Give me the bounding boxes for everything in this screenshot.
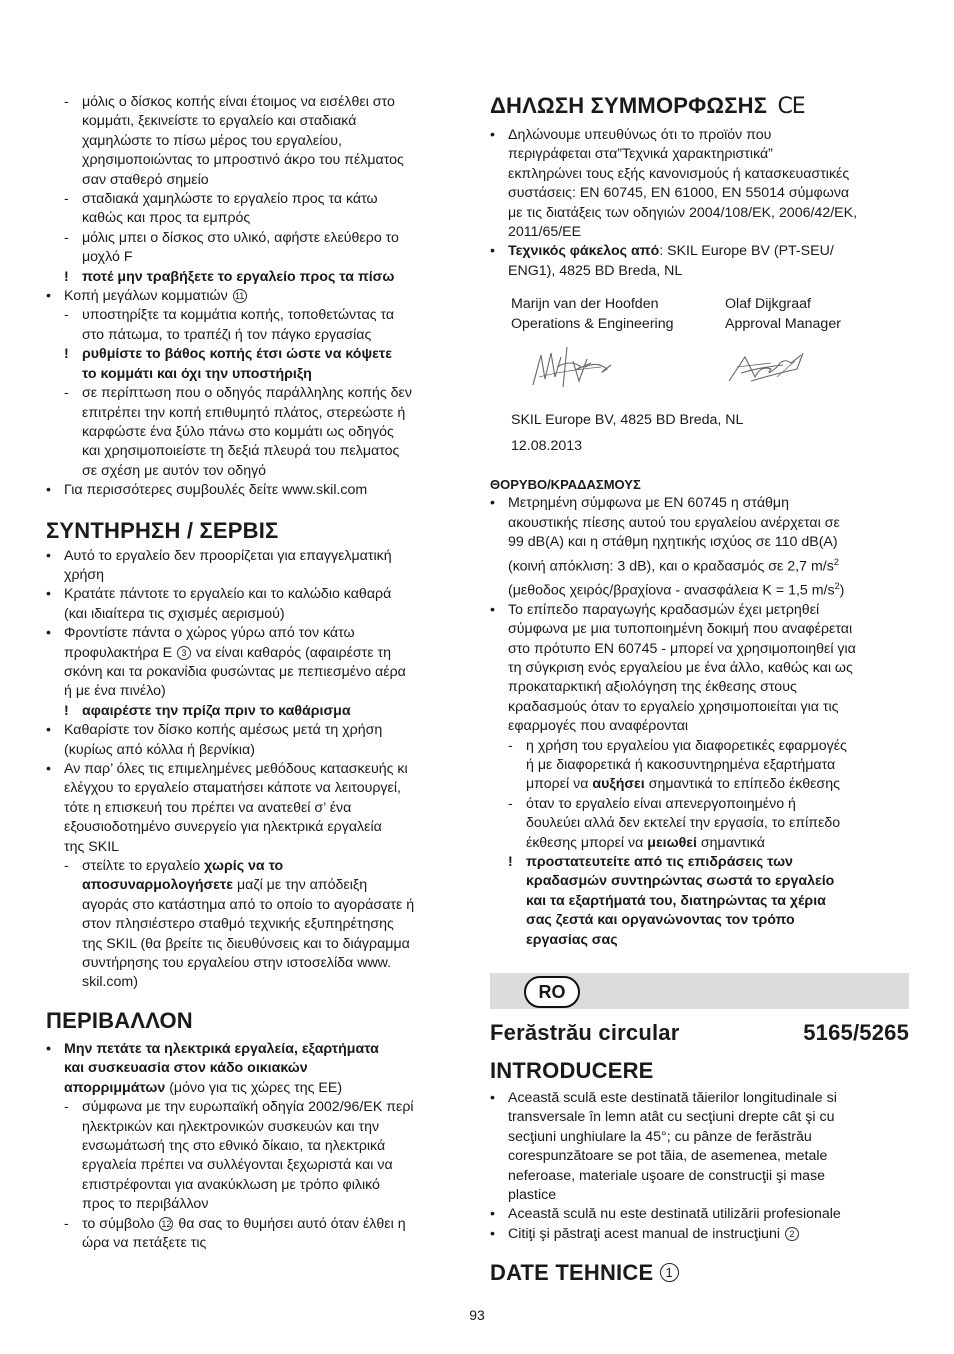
list-item	[46, 93, 466, 112]
list-item-continuation	[490, 165, 910, 184]
line-text: ή με διαφορετικά ή κακοσυντηρημένα εξαρτήματα	[526, 757, 836, 774]
product-model: 5165/5265	[803, 1020, 909, 1045]
page-number: 93	[469, 1307, 485, 1323]
line-text: (και ιδιαίτερα τις σχισμές αερισμού)	[64, 605, 285, 622]
line-text-continued: θα σας το θυμήσει αυτό όταν έλθει η	[174, 1215, 406, 1232]
list-item	[46, 1040, 466, 1059]
emphasis-text: χωρίς να το	[204, 858, 284, 875]
list-item-continuation	[46, 663, 466, 682]
line-text: μόλις μπει ο δίσκος στο υλικό, αφήστε ελεύθερο το	[82, 229, 399, 246]
noise-list	[490, 494, 910, 950]
line-text: της SKIL	[64, 838, 120, 855]
environment-heading: ΠΕΡΙΒΑΛΛΟΝ	[46, 1007, 193, 1033]
list-item-continuation	[490, 814, 910, 833]
list-item	[46, 721, 466, 740]
line-text: neferoase, materiale uşoare de construcţii şi mase	[508, 1167, 826, 1184]
list-item-continuation	[490, 1167, 909, 1186]
line-text: αγοράς στο κατάστημα από το οποίο το αγοράσατε ή	[82, 896, 415, 913]
line-text: (μεθοδος χειρός/βραχίονα - ανασφάλεια K = 1,5 m/s	[508, 582, 835, 599]
emphasis-text: μειωθεί	[647, 834, 697, 851]
line-text: secţiuni unghiulare la 45°; cu pânze de ferăstrău	[508, 1128, 812, 1145]
line-text: Citiţi şi păstraţi acest manual de instrucţiuni	[508, 1225, 784, 1242]
line-text: στον πλησιέστερο σταθμό τεχνικής εξυπηρέτησης	[82, 916, 394, 933]
warning-mark: !	[508, 854, 513, 871]
list-item-continuation	[46, 876, 466, 895]
superscript: 2	[833, 556, 839, 567]
line-text: συντήρησης του εργαλείου στην ιστοσελίδα www.	[82, 955, 392, 972]
list-item-continuation	[490, 1186, 909, 1205]
list-item-continuation	[490, 892, 910, 911]
line-text: Δηλώνουμε υπευθύνως ότι το προϊόν που	[508, 127, 772, 143]
list-item-continuation	[46, 838, 466, 857]
line-text: το κομμάτι και όχι την υποστήριξη	[82, 365, 312, 382]
figure-ref-icon: 11	[233, 289, 247, 303]
line-text: στο πάτωμα, το τραπέζι ή τον πάγκο εργασίας	[82, 326, 372, 343]
list-item-continuation	[490, 204, 910, 223]
line-text: Το επίπεδο παραγωγής κραδασμών έχει μετρηθεί	[508, 601, 820, 618]
dash-marker: -	[508, 737, 513, 754]
list-item	[46, 585, 466, 604]
line-text: εκπληρώνει τους εξής κανονισμούς ή κατασκευαστικές	[508, 165, 850, 182]
line-text-continued: σημαντικά το επίπεδο έκθεσης	[644, 776, 840, 793]
service-list	[46, 547, 466, 993]
list-item-continuation	[46, 209, 466, 228]
line-text: καθώς και προς τα εμπρός	[82, 210, 251, 227]
line-text: της SKIL (θα βρείτε τις διευθύνσεις και το διάγραμμα	[82, 935, 410, 952]
list-item-continuation	[490, 775, 910, 794]
list-item-continuation	[490, 698, 910, 717]
list-item	[46, 306, 466, 325]
list-item	[46, 857, 466, 876]
emphasis-text: αποσυναρμολογήσετε	[82, 877, 233, 894]
line-text: σταδιακά χαμηλώστε το εργαλείο προς τα κάτω	[82, 191, 378, 208]
list-item-continuation	[46, 779, 466, 798]
dash-marker: -	[508, 795, 513, 812]
list-item-continuation	[490, 577, 910, 601]
line-text: και χρησιμοποιείστε τη δεξιά πλευρά του πελματος	[82, 443, 400, 460]
line-text: χρησιμοποιώντας το μπροστινό άκρο του πέλματος	[82, 152, 404, 169]
list-item-continuation	[46, 799, 466, 818]
dash-marker: -	[64, 191, 69, 208]
list-item-continuation	[46, 973, 466, 992]
line-text: ενσωμάτωσή της στο εθνικό δίκαιο, τα ηλεκτρικά	[82, 1137, 386, 1154]
line-text: επιτρέπει την κοπή επιθυμητό πλάτος, στερεώστε ή	[82, 404, 406, 421]
dash-marker: -	[64, 307, 69, 324]
line-text: ENG1), 4825 BD Breda, NL	[508, 262, 683, 279]
line-text: transversale în lemn atât cu secţiuni drepte cât şi cu	[508, 1109, 835, 1126]
line-text: στείλτε το εργαλείο	[82, 858, 205, 875]
line-text: ποτέ μην τραβήξετε το εργαλείο προς τα πίσω	[82, 268, 395, 285]
line-text: Această sculă nu este destinată utilizării profesionale	[508, 1206, 841, 1223]
line-text-continued: )	[839, 582, 845, 599]
list-item-continuation	[46, 915, 466, 934]
list-item-continuation	[490, 262, 910, 281]
list-item-continuation	[46, 1195, 466, 1214]
declaration-heading	[490, 93, 910, 120]
declaration-date: 12.08.2013	[511, 438, 583, 455]
bullet-icon: •	[46, 586, 51, 603]
line-text: Για περισσότερες συμβουλές δείτε www.skil.com	[64, 482, 368, 499]
line-text: σας ζεστά και οργανώνοντας τον τρόπο	[526, 912, 795, 929]
emphasis-text: Τεχνικός φάκελος από	[508, 243, 660, 260]
list-item-continuation	[46, 1137, 466, 1156]
bullet-icon: •	[490, 243, 495, 260]
list-item-continuation	[46, 1176, 466, 1195]
list-item-continuation	[46, 605, 466, 624]
list-item-continuation	[490, 184, 910, 203]
list-item-continuation	[46, 896, 466, 915]
line-text: Μην πετάτε τα ηλεκτρικά εργαλεία, εξαρτήματα	[64, 1040, 379, 1057]
left-column	[46, 93, 466, 1253]
line-text: Καθαρίστε τον δίσκο κοπής αμέσως μετά τη χρήση	[64, 722, 383, 739]
line-text: (κοινή απόκλιση: 3 dB), και ο κραδασμός σε 2,7 m/s	[508, 558, 834, 575]
list-item	[46, 345, 466, 364]
line-text: υποστηρίξτε τα κομμάτια κοπής, τοποθετώντας τα	[82, 307, 395, 324]
language-section-bar	[490, 973, 909, 1009]
list-item-continuation	[490, 678, 910, 697]
signature-2-image	[711, 337, 911, 399]
declaration-title: ΔΗΛΩΣΗ ΣΥΜΜΟΡΦΩΣΗΣ	[490, 93, 768, 118]
line-text-continued: : SKIL Europe BV (PT-SEU/	[659, 243, 834, 260]
line-text: (κυρίως από κόλλα ή βερνίκια)	[64, 741, 255, 758]
line-text: Această sculă este destinată tăierilor longitudinale si	[508, 1090, 837, 1106]
line-text: σύμφωνα με την ευρωπαϊκή οδηγία 2002/96/ΕΚ περί	[82, 1099, 414, 1116]
list-item-continuation	[490, 640, 910, 659]
dash-marker: -	[64, 1215, 69, 1232]
line-text: συστάσεις: EN 60745, EN 61000, EN 55014 σύμφωνα	[508, 185, 850, 202]
list-item	[490, 1225, 909, 1244]
line-text: κραδασμούς όταν το εργαλείο χρησιμοποιείται για τις	[508, 698, 839, 715]
line-text: καρφώστε ένα ξύλο πάνω στο κομμάτι ως οδηγός	[82, 423, 394, 440]
list-item-continuation	[490, 717, 910, 736]
line-text: Μετρημένη σύμφωνα με EN 60745 η στάθμη	[508, 495, 789, 512]
bullet-icon: •	[46, 547, 51, 564]
line-text-continued: μαζί με την απόδειξη	[233, 877, 368, 894]
list-item-continuation	[490, 659, 910, 678]
bullet-icon: •	[490, 1225, 495, 1242]
bullet-icon: •	[46, 722, 51, 739]
list-item-continuation	[46, 566, 466, 585]
product-title: Ferăstrău circular	[490, 1020, 680, 1045]
line-text: σε σχέση με αυτόν τον οδηγό	[82, 462, 267, 479]
introduction-heading: INTRODUCERE	[490, 1058, 654, 1083]
list-item-continuation	[46, 248, 466, 267]
list-item-continuation	[490, 756, 910, 775]
list-item-continuation	[46, 326, 466, 345]
line-text: χρήση	[64, 566, 105, 583]
list-item-continuation	[46, 954, 466, 973]
line-text: corespunzătoare se pot tăia, de asemenea, metale	[508, 1148, 828, 1165]
list-item	[490, 1205, 909, 1224]
dash-marker: -	[64, 1099, 69, 1116]
line-text-continued: να είναι καθαρός (αφαιρέστε τη	[192, 644, 392, 661]
list-item	[46, 702, 466, 721]
list-item	[46, 547, 466, 566]
list-item	[46, 190, 466, 209]
line-text: 99 dB(A) και η στάθμη ηχητικής ισχύος σε 110 dB(A)	[508, 534, 838, 551]
line-text: εξουσιοδοτημένο συνεργείο για ηλεκτρικά εργαλεία	[64, 819, 382, 836]
list-item-continuation	[46, 1118, 466, 1137]
line-text: ηλεκτρικών και ηλεκτρονικών συσκευών και την	[82, 1118, 380, 1135]
line-text: κραδασμών συντηρώντας σωστά το εργαλείο	[526, 873, 835, 890]
line-text: Αν παρ’ όλες τις επιμελημένες μεθόδους κατασκευής κι	[64, 761, 408, 777]
list-item-continuation	[46, 442, 466, 461]
line-text: η χρήση του εργαλείου για διαφορετικές εφαρμογές	[526, 737, 847, 754]
line-text: προκαταρκτική αξιολόγηση της έκθεσης στους	[508, 679, 797, 696]
line-text: μπορεί να	[526, 776, 593, 793]
right-column	[490, 93, 910, 950]
line-text: τη σύγκριση ενός εργαλείου με ένα άλλο, καθώς και ως	[508, 660, 853, 676]
signature-block	[490, 295, 910, 457]
bullet-icon: •	[46, 761, 51, 777]
bullet-icon: •	[46, 288, 51, 305]
list-item-continuation	[46, 132, 466, 151]
list-item-continuation	[46, 1079, 466, 1098]
line-text: ακουστικής πίεσης αυτού του εργαλείου ανέρχεται σε	[508, 514, 840, 531]
list-item-continuation	[490, 620, 910, 639]
line-text: skil.com)	[82, 974, 138, 991]
line-text: ή με ένα πινέλο)	[64, 683, 166, 700]
signatory-1-role: Operations & Engineering	[511, 315, 674, 332]
signatory-1-name: Marijn van der Hoofden	[511, 296, 659, 313]
bullet-icon: •	[490, 1090, 495, 1106]
list-item	[46, 624, 466, 643]
list-item	[46, 481, 466, 500]
dash-marker: -	[64, 94, 69, 110]
list-item-continuation	[46, 404, 466, 423]
line-text: περιγράφεται στα”Τεχνικά χαρακτηριστικά”	[508, 146, 773, 163]
list-item-continuation	[46, 1156, 466, 1175]
list-item-continuation	[490, 553, 910, 577]
list-item-continuation	[46, 462, 466, 481]
line-text: προφυλακτήρα E	[64, 644, 173, 661]
emphasis-text: απορριμμάτων	[64, 1079, 166, 1096]
environment-list	[46, 1040, 466, 1253]
warning-mark: !	[64, 346, 69, 363]
line-text-continued: (μόνο για τις χώρες της ΕΕ)	[165, 1079, 343, 1096]
line-text: όταν το εργαλείο είναι απενεργοποιημένο ή	[526, 795, 796, 812]
bullet-icon: •	[490, 1206, 495, 1223]
signatory-2-name: Olaf Dijkgraaf	[725, 296, 811, 313]
list-item-continuation	[46, 151, 466, 170]
product-title-row	[490, 1020, 909, 1046]
list-item	[46, 1215, 466, 1234]
noise-heading: ΘΟΡΥΒΟ/ΚΡΑΔΑΣΜΟΥΣ	[490, 476, 641, 492]
warning-mark: !	[64, 268, 69, 285]
line-text: χαμηλώστε το πίσω μέρος του εργαλείου,	[82, 132, 342, 149]
figure-ref-icon: 2	[785, 1227, 799, 1241]
list-item	[46, 384, 466, 403]
list-item-continuation	[490, 223, 910, 242]
list-item-continuation	[46, 935, 466, 954]
list-item-continuation	[490, 533, 910, 552]
service-heading: ΣΥΝΤΗΡΗΣΗ / ΣΕΡΒΙΣ	[46, 517, 279, 543]
line-text: έκθεσης μπορεί να	[526, 834, 648, 851]
line-text: και τα εξαρτήματά του, διατηρώντας τα χέρια	[526, 892, 826, 909]
figure-ref-icon: 12	[161, 1218, 172, 1229]
line-text: αφαιρέστε την πρίζα πριν το καθάρισμα	[82, 702, 351, 719]
romanian-section	[490, 1020, 909, 1286]
line-text: μοχλό F	[82, 249, 133, 266]
list-item	[490, 601, 910, 620]
line-text: σύμφωνα με μια τυποποιημένη δοκιμή που αναφέρεται	[508, 621, 853, 638]
list-item-continuation	[490, 931, 910, 950]
list-item-continuation	[490, 1147, 909, 1166]
line-text: προς το περιβάλλον	[82, 1196, 209, 1213]
line-text: σε περίπτωση που ο οδηγός παράλληλης κοπής δεν	[82, 385, 412, 402]
introduction-list	[490, 1089, 909, 1244]
list-item-continuation	[490, 514, 910, 533]
signatory-2-role: Approval Manager	[725, 315, 841, 332]
list-item-continuation	[490, 1108, 909, 1127]
list-item-continuation	[490, 872, 910, 891]
declaration-list	[490, 126, 910, 281]
list-item	[490, 1089, 909, 1108]
bullet-icon: •	[46, 625, 51, 642]
line-text: Κρατάτε πάντοτε το εργαλείο και το καλώδιο καθαρά	[64, 586, 392, 603]
ce-mark-icon: CE	[777, 94, 805, 119]
list-item-continuation	[46, 1059, 466, 1078]
list-item-continuation	[490, 834, 910, 853]
list-item-continuation	[46, 741, 466, 760]
list-item	[490, 795, 910, 814]
dash-marker: -	[64, 229, 69, 246]
line-text: ρυθμίστε το βάθος κοπής έτσι ώστε να κόψετε	[82, 346, 392, 363]
list-item	[490, 737, 910, 756]
list-item	[46, 268, 466, 287]
list-item	[46, 229, 466, 248]
line-text: Φροντίστε πάντα ο χώρος γύρω από τον κάτω	[64, 625, 355, 642]
signature-1-image	[511, 337, 711, 399]
list-item-continuation	[46, 682, 466, 701]
list-item-continuation	[490, 1128, 909, 1147]
list-item	[490, 494, 910, 513]
list-item-continuation	[46, 818, 466, 837]
line-text-continued: σημαντικά	[696, 834, 765, 851]
list-item	[46, 760, 466, 779]
bullet-icon: •	[490, 601, 495, 618]
list-item	[490, 126, 910, 145]
list-item	[490, 853, 910, 872]
dash-marker: -	[64, 858, 69, 875]
line-text: plastice	[508, 1187, 557, 1204]
line-text: τότε η επισκευή του πρέπει να ανατεθεί σ’ ένα	[64, 799, 352, 816]
list-item-continuation	[46, 365, 466, 384]
line-text: επιστρέφονται για ανακύκλωση με τρόπο φιλικό	[82, 1176, 380, 1193]
emphasis-text: αυξήσει	[592, 776, 645, 793]
line-text: σκόνη και τα ροκανίδια φυσώντας με πεπιεσμένο αέρα	[64, 663, 406, 680]
technical-data-heading	[490, 1260, 909, 1286]
dash-marker: -	[64, 385, 69, 402]
list-item	[46, 1098, 466, 1117]
list-item	[490, 242, 910, 261]
line-text: 2011/65/ΕΕ	[508, 224, 582, 241]
line-text: σαν σταθερό σημείο	[82, 171, 209, 188]
line-text: Αυτό το εργαλείο δεν προορίζεται για επαγγελματική	[64, 547, 392, 564]
line-text: εργασίας σας	[526, 931, 618, 948]
line-text: προστατευτείτε από τις επιδράσεις των	[526, 854, 793, 871]
line-text: εφαρμογές που αναφέρονται	[508, 718, 689, 735]
line-text: Κοπή μεγάλων κομματιών	[64, 288, 228, 305]
cutting-tips-list	[46, 93, 466, 501]
figure-ref-icon: 3	[177, 646, 191, 660]
list-item-continuation	[46, 423, 466, 442]
line-text: το σύμβολο	[82, 1215, 159, 1232]
bullet-icon: •	[490, 127, 495, 143]
list-item-continuation	[46, 112, 466, 131]
line-text: κομμάτι, ξεκινείστε το εργαλείο και σταδιακά	[82, 113, 357, 130]
list-item-continuation	[46, 644, 466, 663]
list-item-continuation	[490, 145, 910, 164]
warning-mark: !	[64, 702, 69, 719]
line-text: στο πρότυπο EN 60745 - μπορεί να χρησιμοποιηθεί για	[508, 640, 856, 657]
line-text: και συσκευασία στον κάδο οικιακών	[64, 1060, 308, 1077]
bullet-icon: •	[46, 482, 51, 499]
line-text: δουλεύει αλλά δεν εκτελεί την εργασία, το επίπεδο	[526, 815, 841, 832]
line-text: μόλις ο δίσκος κοπής είναι έτοιμος να εισέλθει στο	[82, 94, 395, 110]
list-item-continuation	[46, 171, 466, 190]
language-badge-ro: RO	[524, 976, 580, 1008]
bullet-icon: •	[490, 495, 495, 512]
line-text: εργαλεία πρέπει να συλλέγονται ξεχωριστά και να	[82, 1157, 393, 1174]
superscript: 2	[834, 580, 840, 591]
technical-data-title: DATE TEHNICE	[490, 1260, 654, 1286]
bullet-icon: •	[46, 1040, 51, 1057]
list-item-continuation	[490, 911, 910, 930]
figure-ref-1-icon: 1	[660, 1263, 679, 1282]
line-text: με τις διατάξεις των οδηγιών 2004/108/ΕΚ, 2006/42/ΕΚ,	[508, 204, 858, 221]
line-text: ώρα να πετάξετε τις	[82, 1234, 207, 1251]
line-text: ελέγχου το εργαλείο σταματήσει κάποτε να λειτουργεί,	[64, 780, 401, 797]
list-item	[46, 287, 466, 306]
company-address: SKIL Europe BV, 4825 BD Breda, NL	[511, 412, 744, 429]
list-item-continuation	[46, 1234, 466, 1253]
